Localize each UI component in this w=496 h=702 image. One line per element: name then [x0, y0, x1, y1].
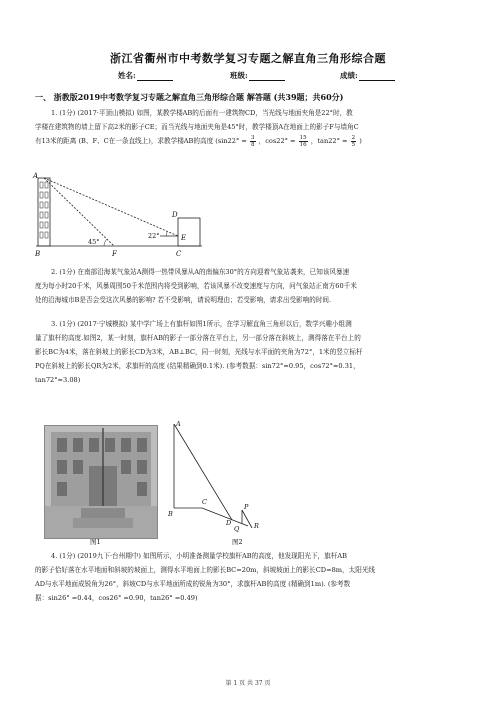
caption-figure-1: 图1	[90, 538, 101, 546]
ray-22	[44, 178, 178, 236]
name-field	[118, 70, 173, 81]
q1-line-3d: )	[359, 137, 362, 145]
name-blank	[137, 73, 173, 81]
q4-line-3: AD与水平地面成锐角为26°，斜坡CD与水平地面所成的锐角为30°，求旗杆AB的高度 (精确到1m). (参考数	[35, 580, 351, 588]
q1-line-3b: ，cos22° ≈	[258, 137, 296, 145]
class-field	[230, 70, 285, 81]
question-3	[35, 317, 467, 387]
fraction-cos22: $\frac{15}{16}$	[299, 134, 307, 148]
section-heading: 一、 浙教版2019中考数学复习专题之解直角三角形综合题 解答题 (共39题；共60分)	[35, 92, 344, 102]
figure-2-flagpole-diagram	[168, 416, 278, 536]
q2-line-1: 2. (1分) 在南部沿海某气象站A测得一热带风暴从A的南偏东30°的方向迎着气象站袭来，已知该风暴速	[51, 268, 350, 276]
q2-line-3: 处的沿海城市B是否会受这次风暴的影响? 若不受影响，请说明理由；若受影响，请求出受影响的时间.	[35, 296, 332, 304]
ray-45	[44, 178, 114, 246]
score-label: 成绩:	[340, 71, 358, 80]
class-blank	[249, 73, 285, 81]
page-footer: 第 1 页 共 37 页	[225, 680, 271, 687]
label-a: A	[33, 172, 39, 180]
q3-line-4: PQ在斜坡上的影长QR为2米，求旗杆的高度 (结果精确到0.1米). (参考数据：sin72°≈0.95，cos72°≈0.31，	[35, 362, 360, 370]
q1-line-3a: 有13米的距离 (B、F、C在一条直线上)，求教学楼AB的高度 (sin22° ≈	[35, 137, 247, 145]
slope-cr	[202, 508, 248, 526]
label-b2: B	[168, 510, 173, 518]
label-d2: D	[226, 519, 232, 527]
label-d: D	[172, 211, 178, 219]
label-e: E	[181, 234, 187, 242]
q1-line-2: 学楼在建筑物的墙上留下高2米的影子CE；而当光线与地面夹角是45°时，教学楼顶A在地面上的影子F与墙角C	[35, 123, 359, 131]
label-p: P	[244, 503, 249, 511]
label-c: C	[176, 250, 182, 258]
angle-45-label: 45°	[88, 238, 100, 246]
q1-line-3	[35, 134, 467, 148]
question-4	[35, 549, 467, 605]
q3-line-3: 影长BC为4米，落在斜坡上的影长CD为3米，AB⊥BC，同一时刻，光线与水平面的夹角为72°，1米的竖立标杆	[35, 348, 363, 356]
flagpole-photo	[44, 425, 158, 539]
q4-line-1: 4. (1分) (2019九下·台州期中) 如图所示，小明准备测量学校旗杆AB的高度，他发现阳光下，旗杆AB	[51, 552, 347, 560]
q4-line-4: 据：sin26° =0.44，cos26° =0.90，tan26° =0.49)	[35, 594, 198, 602]
label-b: B	[35, 250, 41, 258]
q1-line-3c: ，tan22° ≈	[310, 137, 348, 145]
class-label: 班级:	[230, 71, 248, 80]
q2-line-2: 度为每小时20千米，风暴周围50千米范围内将受到影响，若该风暴不改变速度与方向，问气象站正南方60千米	[35, 282, 357, 290]
label-r: R	[254, 522, 259, 530]
label-q: Q	[234, 525, 240, 533]
figure-1-building-diagram	[32, 170, 222, 262]
angle-22-label: 22°	[148, 232, 160, 240]
label-a2: A	[176, 420, 181, 428]
score-blank	[359, 73, 395, 81]
question-1	[35, 106, 467, 148]
q3-line-5: tan72°≈3.08)	[35, 376, 81, 384]
caption-figure-2: 图2	[232, 538, 243, 546]
fraction-sin22: $\frac{3}{8}$	[251, 134, 255, 148]
label-c2: C	[202, 498, 207, 506]
q1-line-1: 1. (1分) (2017·平顶山模拟) 如图，某教学楼AB的后面有一建筑物CD，当光线与地面夹角是22°时，教	[51, 109, 353, 117]
document-title: 浙江省衢州市中考数学复习专题之解直角三角形综合题	[110, 52, 386, 65]
fraction-tan22: $\frac{2}{5}$	[351, 134, 356, 148]
name-label: 姓名:	[118, 71, 136, 80]
q3-line-2: 量了旗杆的高度.如图2，某一时刻，旗杆AB的影子一部分落在平台上，另一部分落在斜坡上，测得落在平台上的	[35, 334, 361, 342]
score-field	[340, 70, 395, 81]
photo-sketch	[45, 426, 157, 538]
q3-line-1: 3. (1分) (2017·宁城模拟) 某中学广场上有旗杆如图1所示，在学习解直角三角形以后，数学兴趣小组测	[51, 320, 352, 328]
question-2	[35, 265, 467, 307]
q4-line-2: 的影子恰好落在水平地面和斜坡的坡面上，测得水平地面上的影长BC=20m，斜坡坡面上的影长CD=8m，太阳光线	[35, 566, 376, 574]
label-f: F	[112, 250, 117, 258]
